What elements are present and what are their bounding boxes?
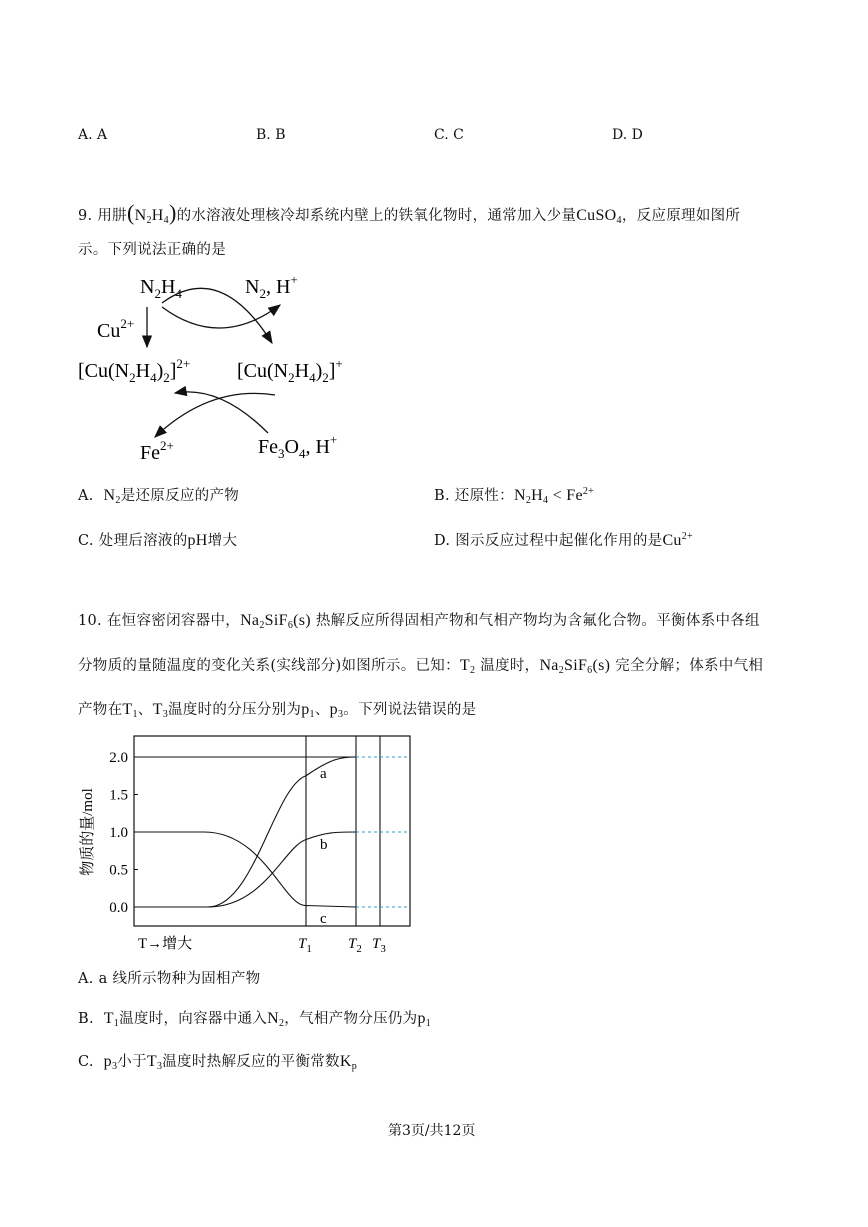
q10-stem-text-6: 产物在 (78, 702, 123, 718)
q10-stem-line3 (78, 698, 476, 719)
q8-option-a: A. A (78, 127, 108, 143)
q9-option-d (434, 529, 693, 550)
q10-stem-text-2: 热解反应所得固相产物和气相产物均为含氟化合物。平衡体系中各组 (315, 613, 760, 629)
q8-option-b: B. B (256, 127, 286, 143)
q10-option-c-text-2: 温度时热解反应的平衡常数 (162, 1054, 340, 1070)
q9-option-c-text: C. 处理后溶液的 (78, 533, 188, 549)
q9-ph: pH (187, 532, 208, 549)
q9-stem-text-2: 的水溶液处理核冷却系统内壁上的铁氧化物时，通常加入少量 (176, 208, 577, 224)
q10-chart (70, 730, 430, 962)
series-a-line (208, 757, 356, 907)
q10-t2: $T_2$ (459, 657, 476, 676)
q9-stem-text: 9. 用肼 (78, 208, 127, 224)
paren-close: ) (168, 200, 177, 225)
q10-c-kp: $K_p$ (339, 1053, 358, 1072)
q10-option-b (78, 1007, 431, 1028)
diagram-n2-h: $N_2$, H+ (245, 272, 298, 301)
y-tick-label: 1.5 (109, 787, 128, 804)
q9-stem-line2: 示。下列说法正确的是 (78, 242, 226, 258)
q10-b-t1: $T_1$ (103, 1010, 120, 1029)
q10-stem-text-8: 。下列说法错误的是 (343, 702, 477, 718)
q10-p3: $p_3$ (329, 701, 344, 720)
q10-option-c (78, 1050, 357, 1071)
q10-option-c-text: 小于 (117, 1054, 147, 1070)
q10-b-n2: $N_2$ (267, 1010, 285, 1029)
q9-n2-formula: $N_2$ (103, 487, 121, 506)
series-a-label: a (320, 765, 327, 782)
series-b-line (208, 832, 356, 907)
arrow-upper-right (162, 305, 280, 328)
q10-option-b-prefix: B. (78, 1011, 94, 1027)
y-tick-label: 0.5 (109, 862, 128, 879)
diagram-complex-plus: $[Cu(N_2H_4)_2]^+$ (237, 356, 343, 385)
q9-cuso4-formula: CuSO$_4$ (576, 207, 622, 226)
q10-sep-1: 、 (137, 702, 153, 718)
q10-stem-line1 (78, 609, 760, 630)
q10-stem-text: 10. 在恒容密闭容器中， (78, 613, 241, 629)
chart-frame (134, 736, 410, 926)
y-tick-label: 2.0 (109, 750, 128, 766)
q10-stem-text-5: 完全分解；体系中气相 (615, 658, 764, 674)
q9-option-d-text: D. 图示反应过程中起催化作用的是 (434, 533, 663, 549)
q10-option-c-prefix: C. (78, 1054, 94, 1070)
q9-stem-line1 (78, 200, 740, 226)
page-footer: 第3页/共12页 (388, 1123, 476, 1139)
diagram-fe2: $Fe^{2+}$ (140, 438, 174, 464)
q9-option-b (434, 484, 594, 505)
diagram-fe3o4-h: $Fe_3O_4$, H+ (258, 432, 338, 461)
q10-b-p1: $p_1$ (417, 1010, 432, 1029)
series-b-label: b (320, 837, 328, 853)
q9-option-b-formula: $N_2H_4 < Fe^{2+}$ (513, 486, 595, 506)
q10-stem-text-7: 温度时的分压分别为 (168, 702, 302, 718)
q9-option-a-prefix: A. (78, 488, 94, 504)
arrow-lower-left (155, 393, 275, 437)
q9-option-c-tail: 增大 (207, 533, 238, 549)
q9-option-a-text: 是还原反应的产物 (120, 488, 240, 504)
q10-t3: $T_3$ (152, 701, 168, 720)
q8-option-c: C. C (434, 127, 464, 143)
diagram-n2h4: $N_2H_4$ (140, 276, 182, 301)
x-mark-label: $T_2$ (348, 936, 362, 955)
paren-open: ( (126, 200, 135, 225)
q10-option-a: A. a 线所示物种为固相产物 (78, 971, 261, 987)
q10-option-b-text: 温度时，向容器中通入 (119, 1011, 268, 1027)
q9-option-b-text: B. 还原性： (434, 488, 514, 504)
x-axis-label: T→增大 (138, 936, 193, 952)
q10-option-b-text-2: ，气相产物分压仍为 (284, 1011, 418, 1027)
q10-c-p3: $p_3$ (103, 1053, 118, 1072)
x-mark-label: $T_3$ (372, 936, 386, 955)
y-tick-label: 1.0 (109, 825, 128, 841)
y-tick-label: 0.0 (109, 900, 128, 916)
q8-option-d: D. D (612, 127, 643, 143)
q10-t1: $T_1$ (122, 701, 138, 720)
q10-sep-2: 、 (314, 702, 330, 718)
diagram-cu2: $Cu^{2+}$ (97, 316, 135, 342)
q10-stem-line2 (78, 654, 763, 675)
y-axis-label: 物质的量/mol (80, 788, 96, 876)
diagram-complex-2plus: $[Cu(N_2H_4)_2]^{2+}$ (78, 356, 191, 385)
x-mark-label: $T_1$ (298, 936, 312, 955)
q10-p1: $p_1$ (301, 701, 315, 720)
q10-na2sif6: $Na_2SiF_6(s)$ (240, 612, 311, 631)
q9-mechanism-diagram (70, 265, 390, 470)
q9-cu2-formula: $Cu^{2+}$ (662, 531, 693, 549)
q9-option-c (78, 529, 237, 550)
q9-option-a (78, 484, 239, 505)
q10-stem-text-3: 分物质的量随温度的变化关系(实线部分)如图所示。已知： (78, 658, 460, 674)
q10-c-t3: $T_3$ (146, 1053, 163, 1072)
q9-n2h4-formula: $N_2H_4$ (134, 207, 169, 226)
q10-na2sif6-2: $Na_2SiF_6(s)$ (539, 657, 611, 676)
series-c-label: c (320, 911, 327, 927)
q9-stem-text-3: ，反应原理如图所 (621, 208, 741, 224)
q10-stem-text-4: 温度时， (480, 658, 540, 674)
